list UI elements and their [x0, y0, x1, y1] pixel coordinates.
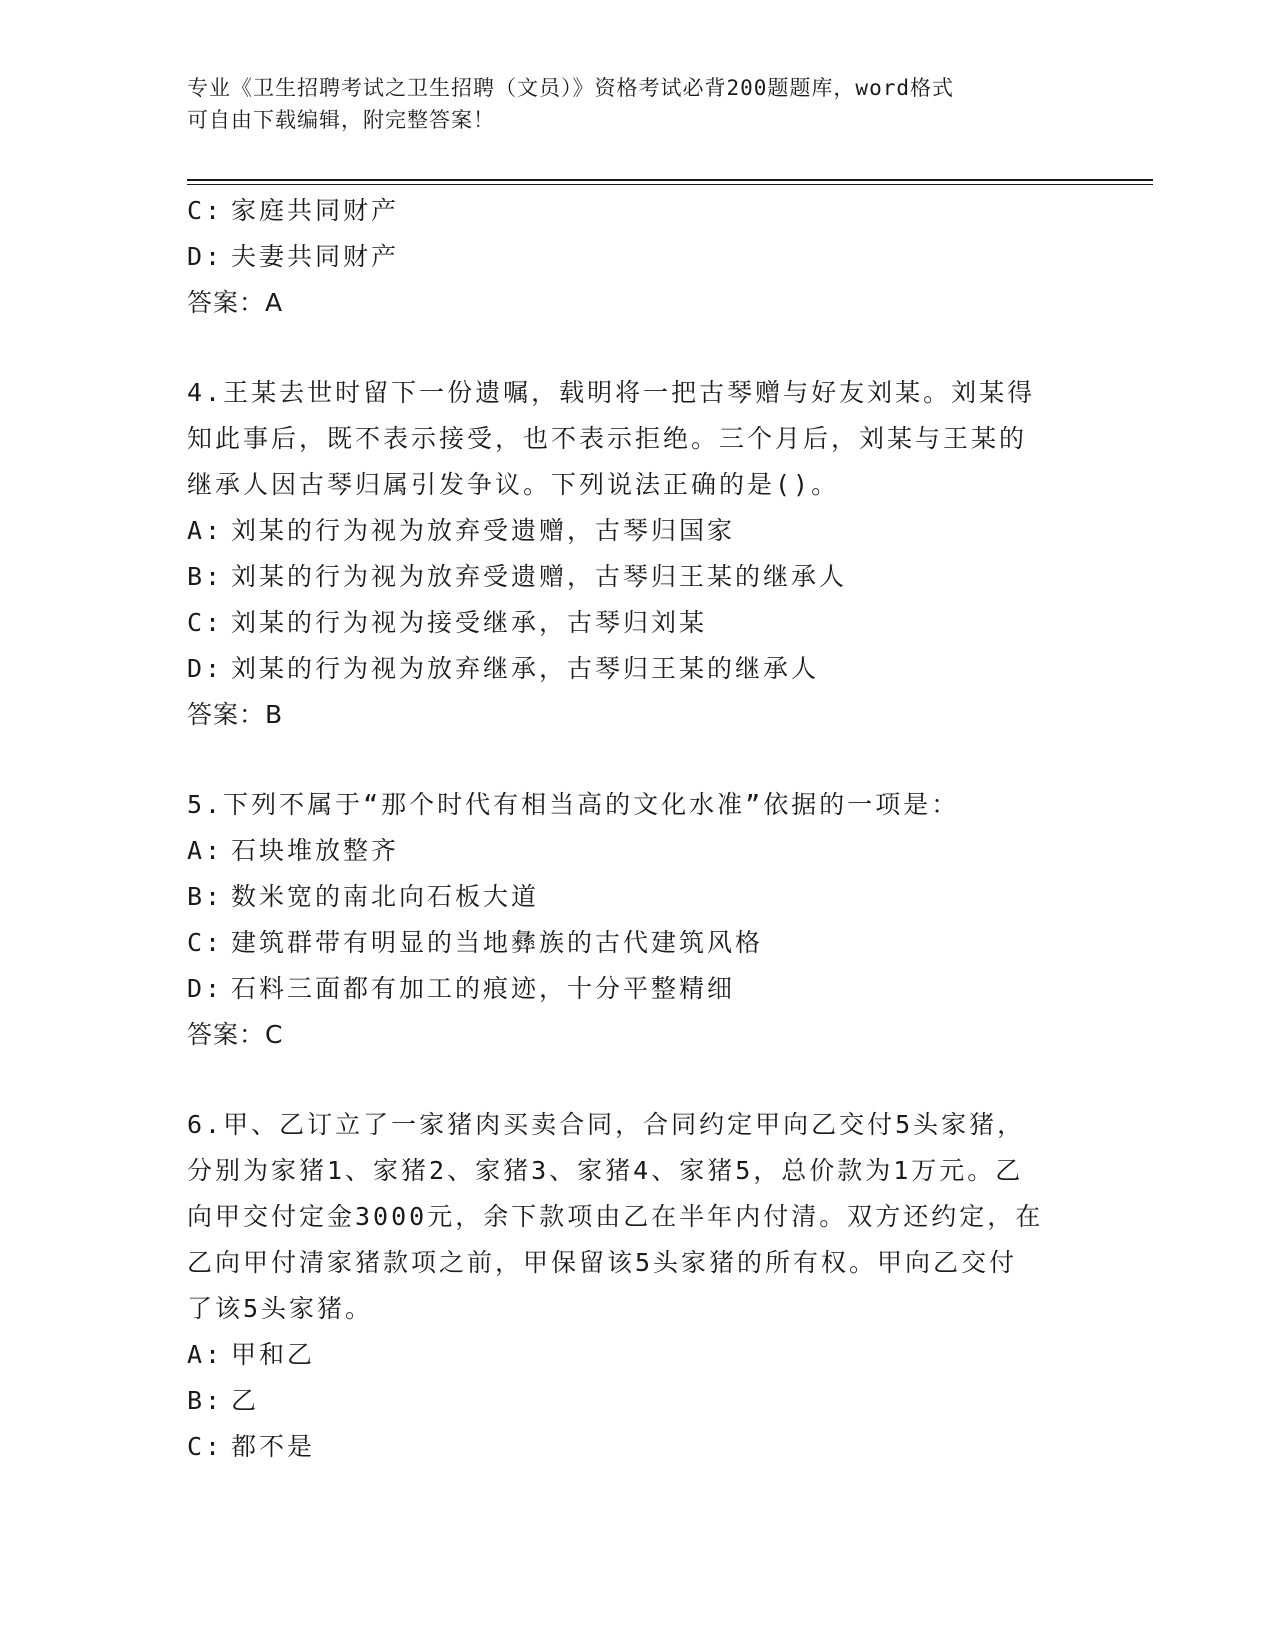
option-text: 刘某的行为视为放弃受遗赠，古琴归国家 [231, 516, 736, 545]
question-stem-line: 分别为家猪1、家猪2、家猪3、家猪4、家猪5，总价款为1万元。乙 [187, 1156, 1024, 1185]
option-a [187, 828, 1087, 874]
question-stem-line: 5.下列不属于“那个时代有相当高的文化水准”依据的一项是： [187, 790, 960, 819]
option-text: 石料三面都有加工的痕迹，十分平整精细 [231, 974, 736, 1003]
answer-line: 答案：C [187, 1020, 284, 1049]
document-header [187, 72, 1087, 136]
option-a [187, 508, 1087, 554]
option-letter: A: [187, 1340, 224, 1369]
header-line-1: 专业《卫生招聘考试之卫生招聘（文员）》资格考试必背200题题库，word格式 [187, 76, 954, 100]
option-c [187, 188, 1087, 234]
option-d [187, 234, 1087, 280]
option-letter: C: [187, 608, 224, 637]
option-letter: C: [187, 1432, 224, 1461]
option-letter: D: [187, 974, 224, 1003]
option-letter: A: [187, 836, 224, 865]
option-text: 家庭共同财产 [231, 196, 400, 225]
option-text: 都不是 [231, 1432, 316, 1461]
option-text: 数米宽的南北向石板大道 [231, 882, 540, 911]
option-text: 建筑群带有明显的当地彝族的古代建筑风格 [231, 928, 764, 957]
document-body [187, 188, 1087, 1470]
answer-line: 答案：B [187, 700, 284, 729]
question-6 [187, 1102, 1087, 1470]
option-b [187, 1378, 1087, 1424]
question-4 [187, 370, 1087, 738]
option-text: 乙 [231, 1386, 260, 1415]
question-stem-line: 了该5头家猪。 [187, 1294, 374, 1323]
option-letter: C: [187, 196, 224, 225]
option-c [187, 920, 1087, 966]
option-d [187, 646, 1087, 692]
option-letter: C: [187, 928, 224, 957]
option-b [187, 554, 1087, 600]
option-text: 刘某的行为视为接受继承，古琴归刘某 [231, 608, 708, 637]
question-stem-line: 向甲交付定金3000元，余下款项由乙在半年内付清。双方还约定，在 [187, 1202, 1044, 1231]
header-rule-thick [187, 179, 1153, 181]
option-letter: B: [187, 1386, 224, 1415]
question-5 [187, 782, 1087, 1058]
option-text: 夫妻共同财产 [231, 242, 400, 271]
question-stem-line: 6.甲、乙订立了一家猪肉买卖合同，合同约定甲向乙交付5头家猪， [187, 1110, 1026, 1139]
option-letter: D: [187, 242, 224, 271]
header-rule-thin [187, 184, 1153, 185]
option-text: 石块堆放整齐 [231, 836, 400, 865]
option-letter: B: [187, 562, 224, 591]
option-d [187, 966, 1087, 1012]
option-letter: D: [187, 654, 224, 683]
option-c [187, 1424, 1087, 1470]
question-3 [187, 188, 1087, 326]
option-a [187, 1332, 1087, 1378]
header-line-2: 可自由下载编辑，附完整答案！ [187, 108, 495, 132]
option-text: 甲和乙 [231, 1340, 316, 1369]
question-stem-line: 4.王某去世时留下一份遗嘱，载明将一把古琴赠与好友刘某。刘某得 [187, 378, 1036, 407]
question-stem-line: 乙向甲付清家猪款项之前，甲保留该5头家猪的所有权。甲向乙交付 [187, 1248, 1018, 1277]
question-stem-line: 继承人因古琴归属引发争议。下列说法正确的是()。 [187, 470, 840, 499]
option-text: 刘某的行为视为放弃受遗赠，古琴归王某的继承人 [231, 562, 848, 591]
option-b [187, 874, 1087, 920]
answer-line: 答案：A [187, 288, 284, 317]
option-letter: A: [187, 516, 224, 545]
option-letter: B: [187, 882, 224, 911]
option-text: 刘某的行为视为放弃继承，古琴归王某的继承人 [231, 654, 820, 683]
option-c [187, 600, 1087, 646]
question-stem-line: 知此事后，既不表示接受，也不表示拒绝。三个月后，刘某与王某的 [187, 424, 1028, 453]
